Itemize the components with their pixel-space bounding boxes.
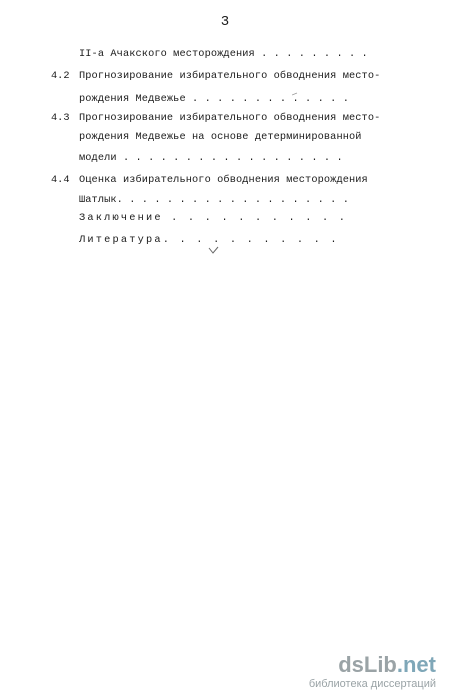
- toc-line: Оценка избирательного обводнения месторождения: [79, 174, 368, 186]
- toc-line: Прогнозирование избирательного обводнения место-: [79, 70, 381, 82]
- scan-mark: [208, 245, 220, 255]
- toc-line: Шатлык. . . . . . . . . . . . . . . . . . .: [79, 194, 350, 206]
- watermark: [309, 653, 436, 691]
- toc-literature: Литература. . . . . . . . . . .: [79, 234, 339, 246]
- toc-entry-number: 4.2: [51, 70, 70, 82]
- toc-line: рождения Медвежье на основе детерминированной: [79, 131, 362, 143]
- toc-entry-number: 4.4: [51, 174, 70, 186]
- toc-line: модели . . . . . . . . . . . . . . . . . .: [79, 152, 343, 164]
- toc-conclusion: Заключение . . . . . . . . . . .: [79, 212, 348, 224]
- toc-line: II-а Ачакского месторождения . . . . . . . . .: [79, 48, 368, 60]
- scan-mark: [292, 92, 298, 96]
- page-number: 3: [220, 14, 230, 30]
- toc-line: Прогнозирование избирательного обводнения место-: [79, 112, 381, 124]
- watermark-logo: dsLib.net: [338, 652, 436, 677]
- toc-line: рождения Медвежье . . . . . . . . . . . . .: [79, 93, 350, 105]
- toc-entry-number: 4.3: [51, 112, 70, 124]
- watermark-subtitle: библиотека диссертаций: [308, 678, 436, 690]
